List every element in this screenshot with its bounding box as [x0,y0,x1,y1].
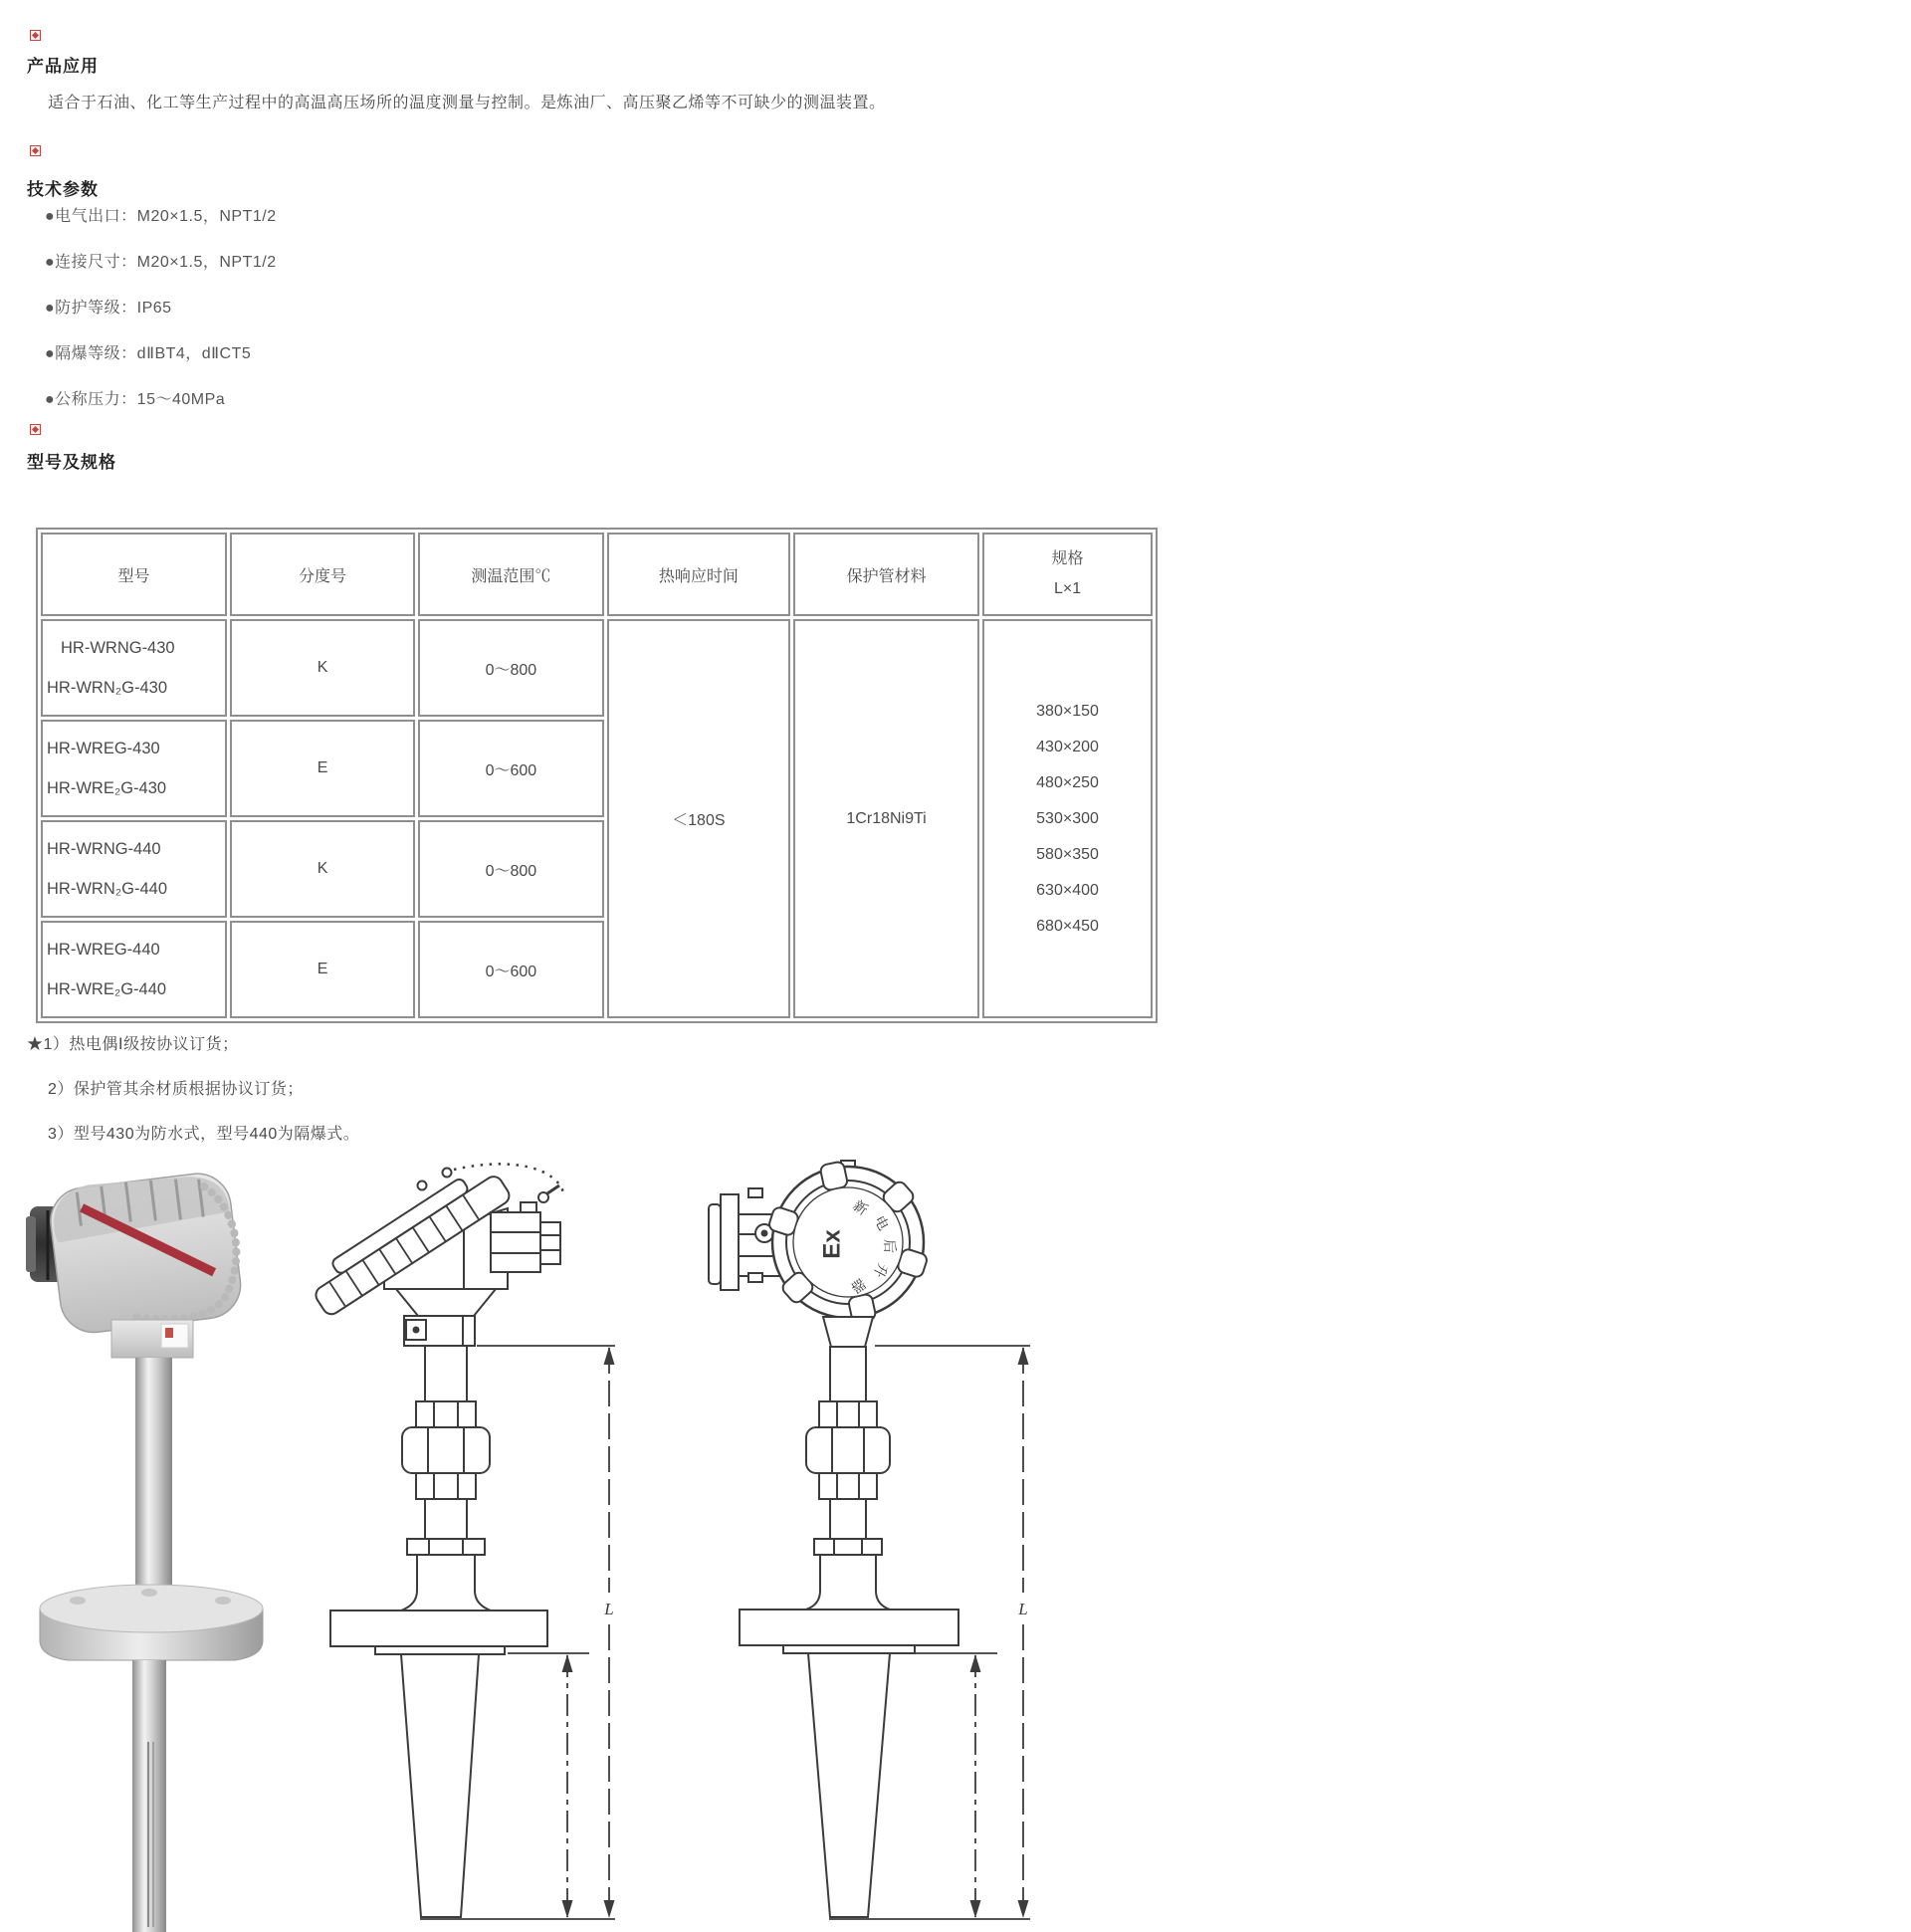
cell-range: 0～800 [418,619,603,717]
cap-screw-icon [418,1181,427,1190]
cap-screw-icon [443,1169,452,1178]
drawing-flange-lip [375,1646,505,1654]
model-line: HR-WRN₂G-430 [47,679,167,697]
union-hex-top [416,1401,476,1427]
models-heading: 型号及规格 [27,453,116,472]
model-line: HR-WRNG-440 [47,840,161,858]
table-header-row [41,533,1153,616]
union-hex-bottom [819,1473,877,1499]
drawing-probe-cone [401,1654,479,1917]
dim-label-L: L [1018,1600,1028,1618]
flange-flare [401,1555,491,1610]
table-row [41,619,1153,717]
drawing-flange-lip [783,1645,915,1653]
union-hex-bottom [416,1473,476,1499]
cell-model [41,720,227,817]
cell-graduation: E [230,921,415,1018]
parameter-item: ●连接尺寸：M20×1.5，NPT1/2 [45,254,277,271]
flange-nut [814,1539,882,1555]
parameter-list [45,203,277,432]
drawing-tube [830,1347,866,1401]
section-marker-icon [30,424,41,435]
cell-graduation: E [230,720,415,817]
photo-thermocouple [26,1168,263,1932]
model-line: HR-WRNG-430 [61,639,175,657]
logo-char: 电 [871,1212,893,1233]
model-spec-table [36,528,1158,1023]
section-marker-icon [30,145,41,156]
cell-graduation: K [230,619,415,717]
conduit-hex-end [540,1222,560,1264]
drawing-front-view-440 [709,1161,1030,1919]
application-heading: 产品应用 [27,57,99,76]
header-spec-line1: 规格 [1051,550,1084,567]
drawing-probe-cone [808,1653,890,1917]
drawing-neck-taper [823,1317,873,1347]
header-spec-line2: L×1 [1053,580,1082,597]
cell-response-time: ＜180S [607,619,791,1018]
drawing-flange [740,1610,958,1645]
drawing-tube [425,1346,467,1401]
logo-char: 升 [870,1260,892,1281]
footnote-line: 3）型号430为防水式，型号440为隔爆式。 [48,1126,360,1143]
model-line: HR-WRN₂G-440 [47,880,167,898]
union-hex-big [402,1427,490,1473]
spec-value: 680×450 [1036,917,1099,935]
logo-char: 器 [848,1275,869,1297]
cell-model [41,921,227,1018]
drawing-tube-lower [830,1499,866,1539]
header-range: 测温范围℃ [418,533,603,616]
spec-value: 380×150 [1036,702,1099,720]
photo-connector-cap [26,1216,36,1272]
model-line: HR-WREG-440 [47,941,160,959]
header-response: 热响应时间 [607,533,791,616]
footnote-line: ★1）热电偶Ⅰ级按协议订货； [27,1036,239,1053]
logo-char: 新 [850,1196,871,1218]
union-hex-top [819,1401,877,1427]
model-line: HR-WRE₂G-430 [47,779,167,797]
drawing-tube-lower [425,1499,467,1539]
product-drawings [0,1155,1155,1932]
parameters-heading: 技术参数 [27,180,99,199]
conduit-collar [721,1194,739,1290]
hinge-screw-top [748,1188,762,1197]
spec-value: 630×400 [1036,881,1099,899]
cell-graduation: K [230,820,415,918]
conduit-hex-end [709,1204,721,1284]
cell-material: 1Cr18Ni9Ti [793,619,979,1018]
dim-label-L: L [604,1600,614,1618]
cell-range: 0～600 [418,921,603,1018]
hinge-screw-bottom [748,1273,762,1282]
flange-nut [407,1539,485,1555]
parameter-item: ●隔爆等级：dⅡBT4，dⅡCT5 [45,345,252,362]
flange-flare [806,1555,890,1610]
parameter-item: ●防护等级：IP65 [45,300,172,317]
cell-range: 0～800 [418,820,603,918]
model-line: HR-WREG-430 [47,740,160,757]
drawing-flange [330,1610,547,1646]
header-spec [982,533,1153,616]
photo-tube [135,1358,172,1597]
spec-value: 580×350 [1036,845,1099,863]
spec-value: 430×200 [1036,738,1099,755]
cell-model [41,619,227,717]
header-graduation: 分度号 [230,533,415,616]
cell-spec-list [982,619,1153,1018]
logo-char: 后 [882,1239,898,1253]
footnote-line: 2）保护管其余材质根据协议订货； [48,1081,304,1098]
model-line: HR-WRE₂G-440 [47,980,167,998]
drawing-neck-taper [396,1289,496,1316]
footnotes [27,1031,359,1166]
spec-value: 480×250 [1036,773,1099,791]
header-model: 型号 [41,533,227,616]
conduit-entry [491,1212,540,1272]
ex-marking-label: Ex [818,1229,846,1259]
section-marker-icon [30,30,41,41]
drawing-side-view-430 [304,1160,615,1919]
cell-model [41,820,227,918]
application-body-text: 适合于石油、化工等生产过程中的高温高压场所的温度测量与控制。是炼油厂、高压聚乙烯等不可缺少的测温装置。 [48,95,886,111]
union-hex-big [806,1427,890,1473]
conduit-screw-base [521,1202,536,1212]
cell-range: 0～600 [418,720,603,817]
conduit-screw-icon [538,1192,548,1202]
spec-value: 530×300 [1036,809,1099,827]
parameter-item: ●公称压力：15～40MPa [45,391,226,408]
header-material: 保护管材料 [793,533,979,616]
parameter-item: ●电气出口：M20×1.5，NPT1/2 [45,208,277,225]
